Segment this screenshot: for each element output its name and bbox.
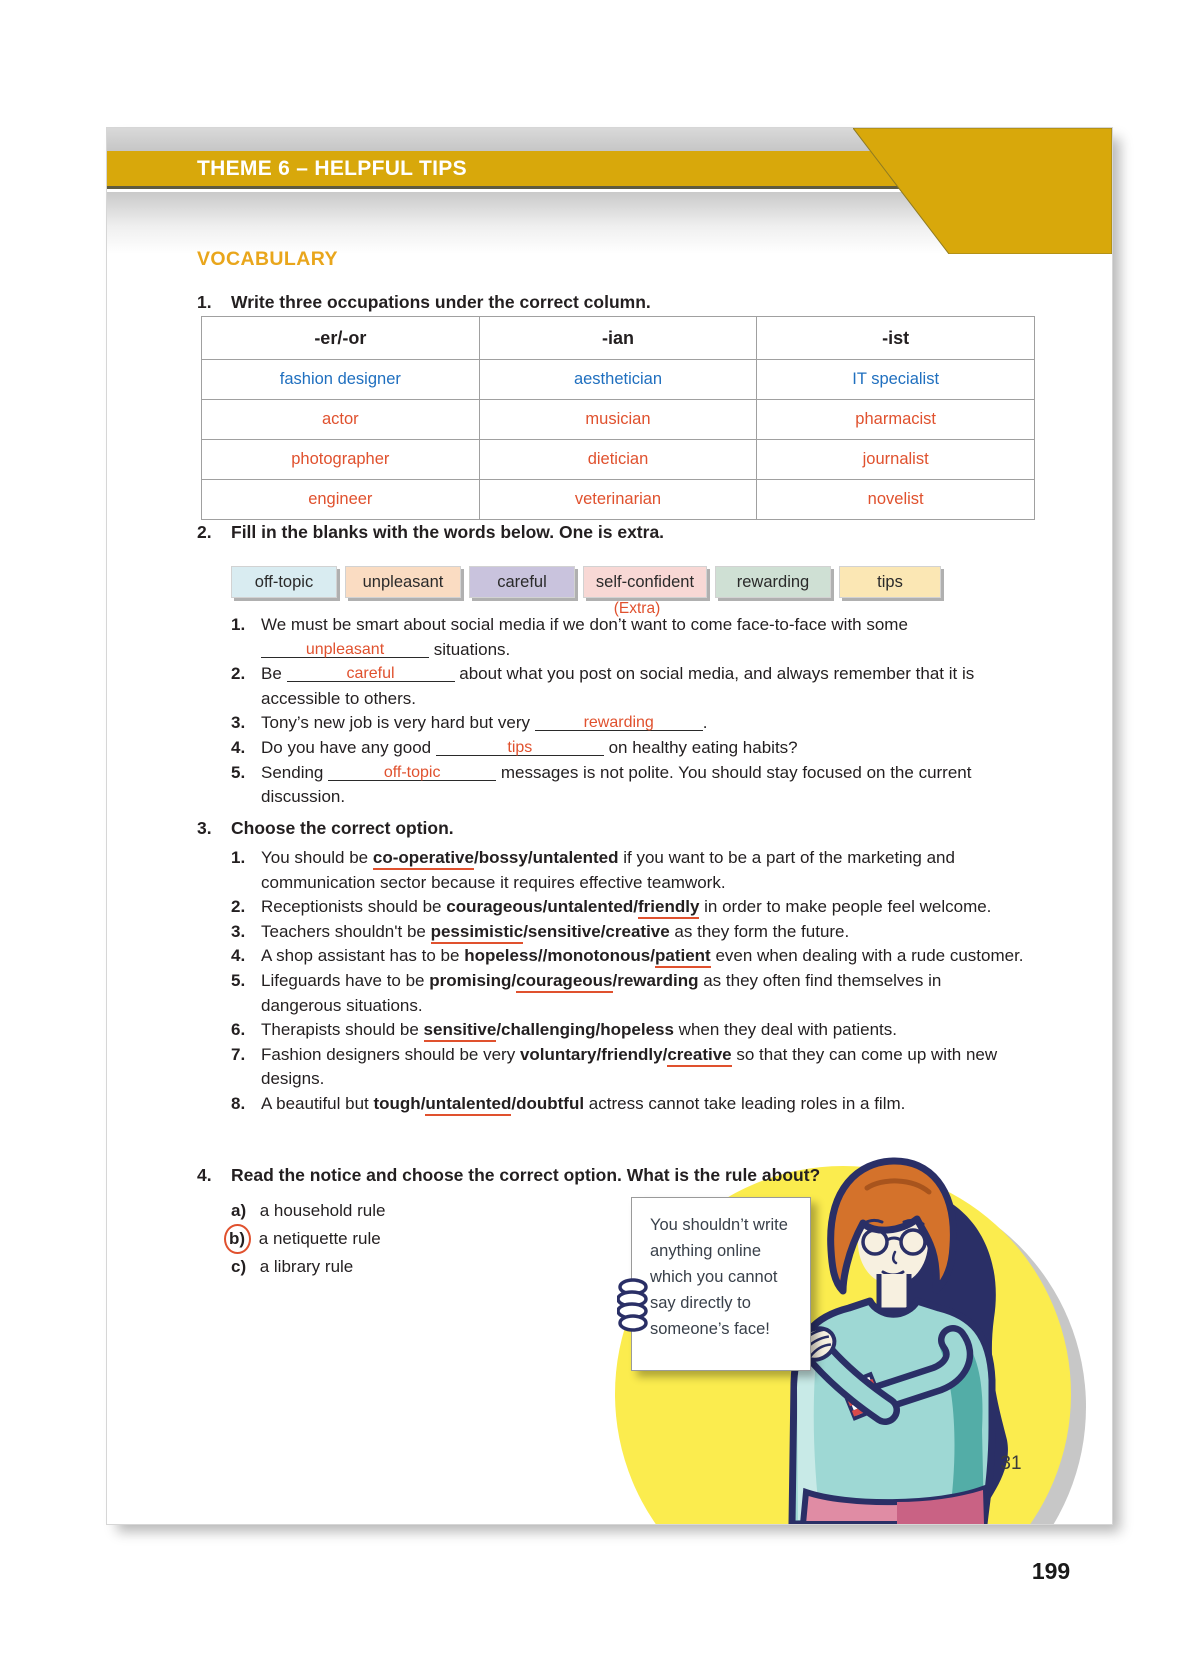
option-word: friendly [601, 1044, 663, 1064]
blank-answer: rewarding [583, 714, 654, 732]
inner-page-number: 31 [1000, 1453, 1022, 1474]
table-cell: aesthetician [479, 360, 757, 400]
option-word: hopeless [464, 946, 538, 966]
exercise-number: 3. [197, 818, 212, 838]
item-number: 5. [231, 762, 246, 782]
worksheet-page [106, 127, 1113, 1525]
option-word-correct: co-operative [373, 848, 474, 870]
table-header-cell: -ian [479, 317, 757, 360]
item-number: 3. [231, 921, 246, 941]
option-word: rewarding [617, 970, 699, 990]
page-number: 199 [1031, 1558, 1071, 1584]
table-cell: photographer [202, 440, 480, 480]
option-text: a netiquette rule [254, 1228, 381, 1248]
notice-line: say directly to [650, 1294, 751, 1312]
option-group: co-operative/bossy/untalented [373, 848, 619, 870]
item-number: 3. [231, 713, 246, 733]
answer-blank [535, 711, 703, 731]
option-word-correct: patient [655, 946, 711, 968]
choice-item: 2. Receptionists should be courageous/untalented/friendly in order to make people feel welcome. [231, 895, 1026, 920]
table-row [202, 360, 1035, 400]
answer-option [231, 1198, 385, 1224]
exercise2-heading [197, 522, 664, 543]
item-number: 2. [231, 664, 246, 684]
answer-blank [287, 662, 455, 682]
blank-answer: unpleasant [305, 640, 385, 658]
table-row [202, 440, 1035, 480]
option-word-correct: courageous [516, 971, 612, 993]
item-number: 2. [231, 897, 246, 917]
table-cell: veterinarian [479, 480, 757, 520]
blank-answer: tips [507, 738, 533, 756]
choice-item: 3. Teachers shouldn't be pessimistic/sensitive/creative as they form the future. [231, 920, 1026, 945]
blank-answer: careful [346, 665, 395, 683]
word-bank-item: self-confident [583, 566, 707, 598]
notice-sign [631, 1197, 811, 1371]
word-bank-item: tips [839, 566, 941, 598]
answer-blank [261, 638, 429, 658]
section-title: VOCABULARY [197, 248, 338, 270]
fill-in-item: 1. We must be smart about social media if we don’t want to come face-to-face with some unpleasant situations. [231, 615, 908, 659]
answer-option [231, 1254, 385, 1280]
fill-in-item: 4. Do you have any good tips on healthy eating habits? [231, 736, 1026, 761]
option-letter: c) [231, 1257, 247, 1276]
table-cell: pharmacist [757, 400, 1035, 440]
occupations-table-head-row [202, 317, 1035, 360]
item-number: 6. [231, 1020, 246, 1040]
exercise-number: 1. [197, 292, 212, 312]
option-word: untalented [547, 897, 634, 917]
table-cell: actor [202, 400, 480, 440]
option-word-correct: pessimistic [431, 922, 524, 944]
option-word-correct: untalented [425, 1094, 511, 1116]
notice-text [632, 1198, 810, 1342]
table-cell: novelist [757, 480, 1035, 520]
option-word: tough [373, 1093, 421, 1113]
choice-item: 7. Fashion designers should be very voluntary/friendly/creative so that they can come up with new designs. [231, 1044, 998, 1089]
exercise-instruction: Choose the correct option. [231, 818, 454, 838]
table-cell: dietician [479, 440, 757, 480]
option-word: challenging [501, 1020, 596, 1040]
option-text: a household rule [255, 1201, 386, 1220]
item-number: 4. [231, 737, 246, 757]
choice-item: 1. You should be co-operative/bossy/untalented if you want to be a part of the marketing and communication sector because it requires effective teamwork. [231, 848, 955, 892]
theme-title: THEME 6 – HELPFUL TIPS [197, 157, 467, 180]
option-word: doubtful [516, 1093, 585, 1113]
notice-line: someone’s face! [650, 1320, 770, 1338]
choice-item: 5. Lifeguards have to be promising/courageous/rewarding as they often find themselves in dangerous situations. [231, 970, 942, 1015]
option-word-correct: sensitive [424, 1020, 497, 1042]
item-number: 1. [231, 615, 246, 634]
word-bank-item: off-topic [231, 566, 337, 598]
blank-answer: off-topic [383, 763, 441, 781]
answer-blank [328, 761, 496, 781]
option-word: creative [605, 921, 670, 941]
option-word: untalented [532, 848, 619, 867]
exercise1-heading [197, 292, 651, 313]
occupations-table-body [202, 360, 1035, 520]
option-group: hopeless//monotonous/patient [464, 946, 711, 968]
table-header-cell: -er/-or [202, 317, 480, 360]
option-word-correct: friendly [638, 897, 699, 919]
option-group: tough/untalented/doubtful [373, 1094, 584, 1116]
item-number: 8. [231, 1093, 246, 1113]
option-letter: a) [231, 1201, 247, 1220]
item-number: 7. [231, 1044, 246, 1064]
exercise-instruction: Read the notice and choose the correct option. What is the rule about? [231, 1165, 821, 1185]
table-cell: musician [479, 400, 757, 440]
option-group: voluntary/friendly/creative [520, 1045, 732, 1067]
fill-in-item: 2. Be careful about what you post on social media, and always remember that it is accessible to others. [231, 664, 975, 708]
notice-line: You shouldn’t write [650, 1216, 788, 1234]
option-word: sensitive [527, 921, 601, 941]
table-header-cell: -ist [757, 317, 1035, 360]
answer-blank [436, 736, 604, 756]
word-bank-item: careful [469, 566, 575, 598]
choice-item: 8. A beautiful but tough/untalented/doubtful actress cannot take leading roles in a film. [231, 1092, 1026, 1117]
item-number: 4. [231, 946, 246, 966]
exercise-number: 4. [197, 1165, 212, 1185]
option-letter-circled: b) [224, 1224, 251, 1255]
exercise2-items [231, 613, 1026, 810]
table-cell: engineer [202, 480, 480, 520]
option-word: promising [429, 970, 512, 990]
answer-option [231, 1224, 385, 1255]
word-bank [231, 566, 941, 598]
table-row [202, 400, 1035, 440]
exercise4-options [231, 1198, 385, 1280]
notice-line: anything online [650, 1242, 762, 1260]
corner-decoration [853, 128, 1112, 254]
exercise-number: 2. [197, 522, 212, 542]
option-word: hopeless [600, 1020, 674, 1040]
table-cell: IT specialist [757, 360, 1035, 400]
word-bank-item: unpleasant [345, 566, 461, 598]
option-group: pessimistic/sensitive/creative [431, 922, 670, 944]
choice-item: 6. Therapists should be sensitive/challenging/hopeless when they deal with patients. [231, 1018, 1026, 1043]
fill-in-item: 5. Sending off-topic messages is not polite. You should stay focused on the current discussion. [231, 762, 972, 807]
exercise-instruction: Write three occupations under the correct column. [231, 292, 651, 312]
table-row [202, 480, 1035, 520]
item-number: 5. [231, 970, 246, 990]
option-group: promising/courageous/rewarding [429, 971, 698, 993]
option-text: a library rule [255, 1257, 354, 1276]
holding-fist-icon [617, 1278, 649, 1334]
option-word-correct: creative [667, 1045, 731, 1067]
option-word: monotonous [547, 946, 651, 966]
table-cell: journalist [757, 440, 1035, 480]
fill-in-item: 3. Tony’s new job is very hard but very rewarding . [231, 711, 1026, 736]
option-word: voluntary [519, 1044, 597, 1064]
exercise-instruction: Fill in the blanks with the words below. One is extra. [231, 522, 665, 542]
table-cell: fashion designer [202, 360, 480, 400]
exercise4-heading [197, 1165, 937, 1186]
word-bank-item: rewarding [715, 566, 831, 598]
extra-label: (Extra) [613, 600, 661, 617]
exercise3-heading [197, 818, 454, 839]
exercise3-items [231, 846, 1026, 1117]
option-group: sensitive/challenging/hopeless [424, 1020, 674, 1042]
occupations-table [201, 316, 1035, 520]
item-number: 1. [231, 848, 246, 867]
option-word: courageous [446, 897, 543, 917]
option-group: courageous/untalented/friendly [446, 897, 699, 919]
notice-line: which you cannot [650, 1268, 778, 1286]
option-word: bossy [478, 848, 528, 867]
choice-item: 4. A shop assistant has to be hopeless//monotonous/patient even when dealing with a rude customer. [231, 944, 1026, 969]
